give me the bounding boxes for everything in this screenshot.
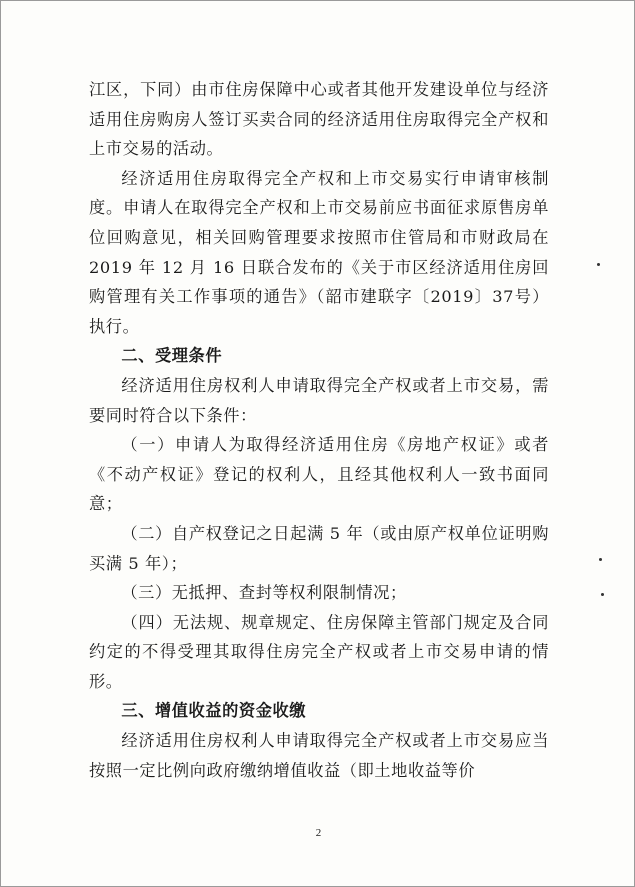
document-body: [89, 75, 549, 785]
paragraph-1: 江区，下同）由市住房保障中心或者其他开发建设单位与经济适用住房购房人签订买卖合同的经济适用住房取得完全产权和上市交易的活动。: [89, 80, 549, 159]
section-heading-3: 三、增值收益的资金收缴: [121, 701, 307, 721]
paragraph-4: 经济适用住房权利人申请取得完全产权或者上市交易应当按照一定比例向政府缴纳增值收益（即土地收益等价: [89, 731, 549, 780]
paragraph-2: 经济适用住房取得完全产权和上市交易实行申请审核制度。申请人在取得完全产权和上市交易前应书面征求原售房单位回购意见，相关回购管理要求按照市住管局和市财政局在 2019 年 12 月 16 日联合发布的《关于市区经济适用住房回购管理有关工作事项的通告》（韶市建联字〔2019〕37号）执行。: [89, 168, 549, 336]
condition-1: （一）申请人为取得经济适用住房《房地产权证》或者《不动产权证》登记的权利人，且经其他权利人一致书面同意；: [89, 435, 549, 514]
paragraph-3: 经济适用住房权利人申请取得完全产权或者上市交易，需要同时符合以下条件：: [89, 375, 549, 425]
condition-3: （三）无抵押、查封等权利限制情况；: [121, 583, 407, 603]
scan-speck: [599, 558, 602, 561]
scan-speck: [597, 263, 600, 266]
condition-2: （二）自产权登记之日起满 5 年（或由原产权单位证明购买满 5 年）；: [89, 523, 549, 573]
scan-speck: [601, 593, 604, 596]
condition-4: （四）无法规、规章规定、住房保障主管部门规定及合同约定的不得受理其取得住房完全产权或者上市交易申请的情形。: [89, 612, 549, 691]
section-heading-2: 二、受理条件: [121, 346, 223, 366]
page-number: 2: [315, 827, 322, 839]
